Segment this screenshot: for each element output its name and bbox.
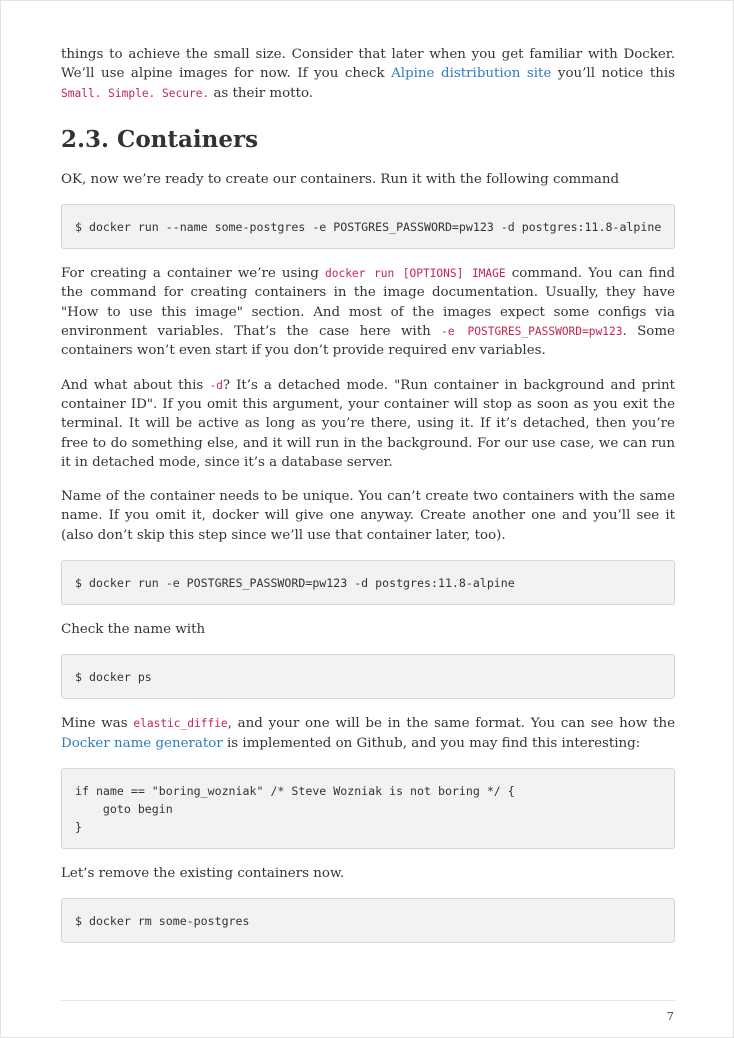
paragraph-text: And what about this: [61, 377, 210, 393]
docker-run-syntax-code: docker run [OPTIONS] IMAGE: [324, 267, 506, 281]
paragraph-text: , and your one will be in the same format. You can see how the: [227, 716, 676, 732]
env-variable-code: -e POSTGRES_PASSWORD=pw123: [441, 325, 623, 339]
intro-text: as their motto.: [209, 85, 314, 101]
paragraph-text: Mine was: [61, 716, 134, 732]
name-generator-paragraph: [61, 714, 675, 753]
docker-rm-code-block: $ docker rm some-postgres: [61, 898, 675, 943]
check-name-paragraph: Check the name with: [61, 622, 206, 638]
alpine-motto-code: Small. Simple. Secure.: [61, 86, 210, 100]
paragraph-text: For creating a container we’re using: [61, 266, 325, 282]
intro-text: things to achieve the small size. Consider that later when you get familiar with Docker. We’ll use alpine images for now. If you check: [61, 47, 675, 82]
section-heading: 2.3. Containers: [61, 125, 259, 153]
intro-paragraph: [61, 45, 675, 103]
name-generator-snippet-code-block: if name == "boring_wozniak" /* Steve Wozniak is not boring */ { goto begin }: [61, 768, 675, 849]
footer-divider: [61, 1000, 675, 1001]
detached-mode-paragraph: [61, 376, 675, 472]
alpine-distribution-link[interactable]: Alpine distribution site: [391, 66, 552, 82]
container-name-code: elastic_diffie: [133, 717, 228, 731]
docker-run-code-block: $ docker run --name some-postgres -e POSTGRES_PASSWORD=pw123 -d postgres:11.8-alpine: [61, 204, 675, 249]
paragraph-text: command. You can find the command for creating containers in the image documentation. Usually, they have "How to use this image" section. And most of the images expect some configs via environment variables. That’s the case here with: [61, 266, 676, 340]
run-command-paragraph: OK, now we’re ready to create our containers. Run it with the following command: [61, 171, 620, 187]
intro-text: you’ll notice this: [551, 66, 676, 82]
page-content: [61, 45, 675, 958]
paragraph-text: . Some containers won’t even start if you don’t provide required env variables.: [61, 324, 675, 359]
paragraph-text: is implemented on Github, and you may find this interesting:: [222, 735, 641, 751]
docker-ps-code-block: $ docker ps: [61, 654, 675, 699]
creating-container-paragraph: [61, 264, 675, 360]
paragraph-text: ? It’s a detached mode. "Run container in background and print container ID". If you omit this argument, your container will stop as soon as you exit the terminal. It will be active as long as you’re there, using it. If it’s detached, then you’re free to do something else, and it will run in the background. For our use case, we can run it in detached mode, since it’s a database server.: [61, 377, 676, 470]
detached-flag-code: -d: [209, 378, 223, 392]
docker-run-unnamed-code-block: $ docker run -e POSTGRES_PASSWORD=pw123 -d postgres:11.8-alpine: [61, 560, 675, 605]
remove-containers-paragraph: Let’s remove the existing containers now.: [61, 865, 345, 881]
docker-name-generator-link[interactable]: Docker name generator: [61, 735, 223, 751]
page-number: 7: [666, 1009, 674, 1023]
container-name-paragraph: Name of the container needs to be unique. You can’t create two containers with the same name. If you omit it, docker will give one anyway. Create another one and you’ll see it (also don’t skip this step since we’ll use that container later, too).: [61, 489, 675, 543]
